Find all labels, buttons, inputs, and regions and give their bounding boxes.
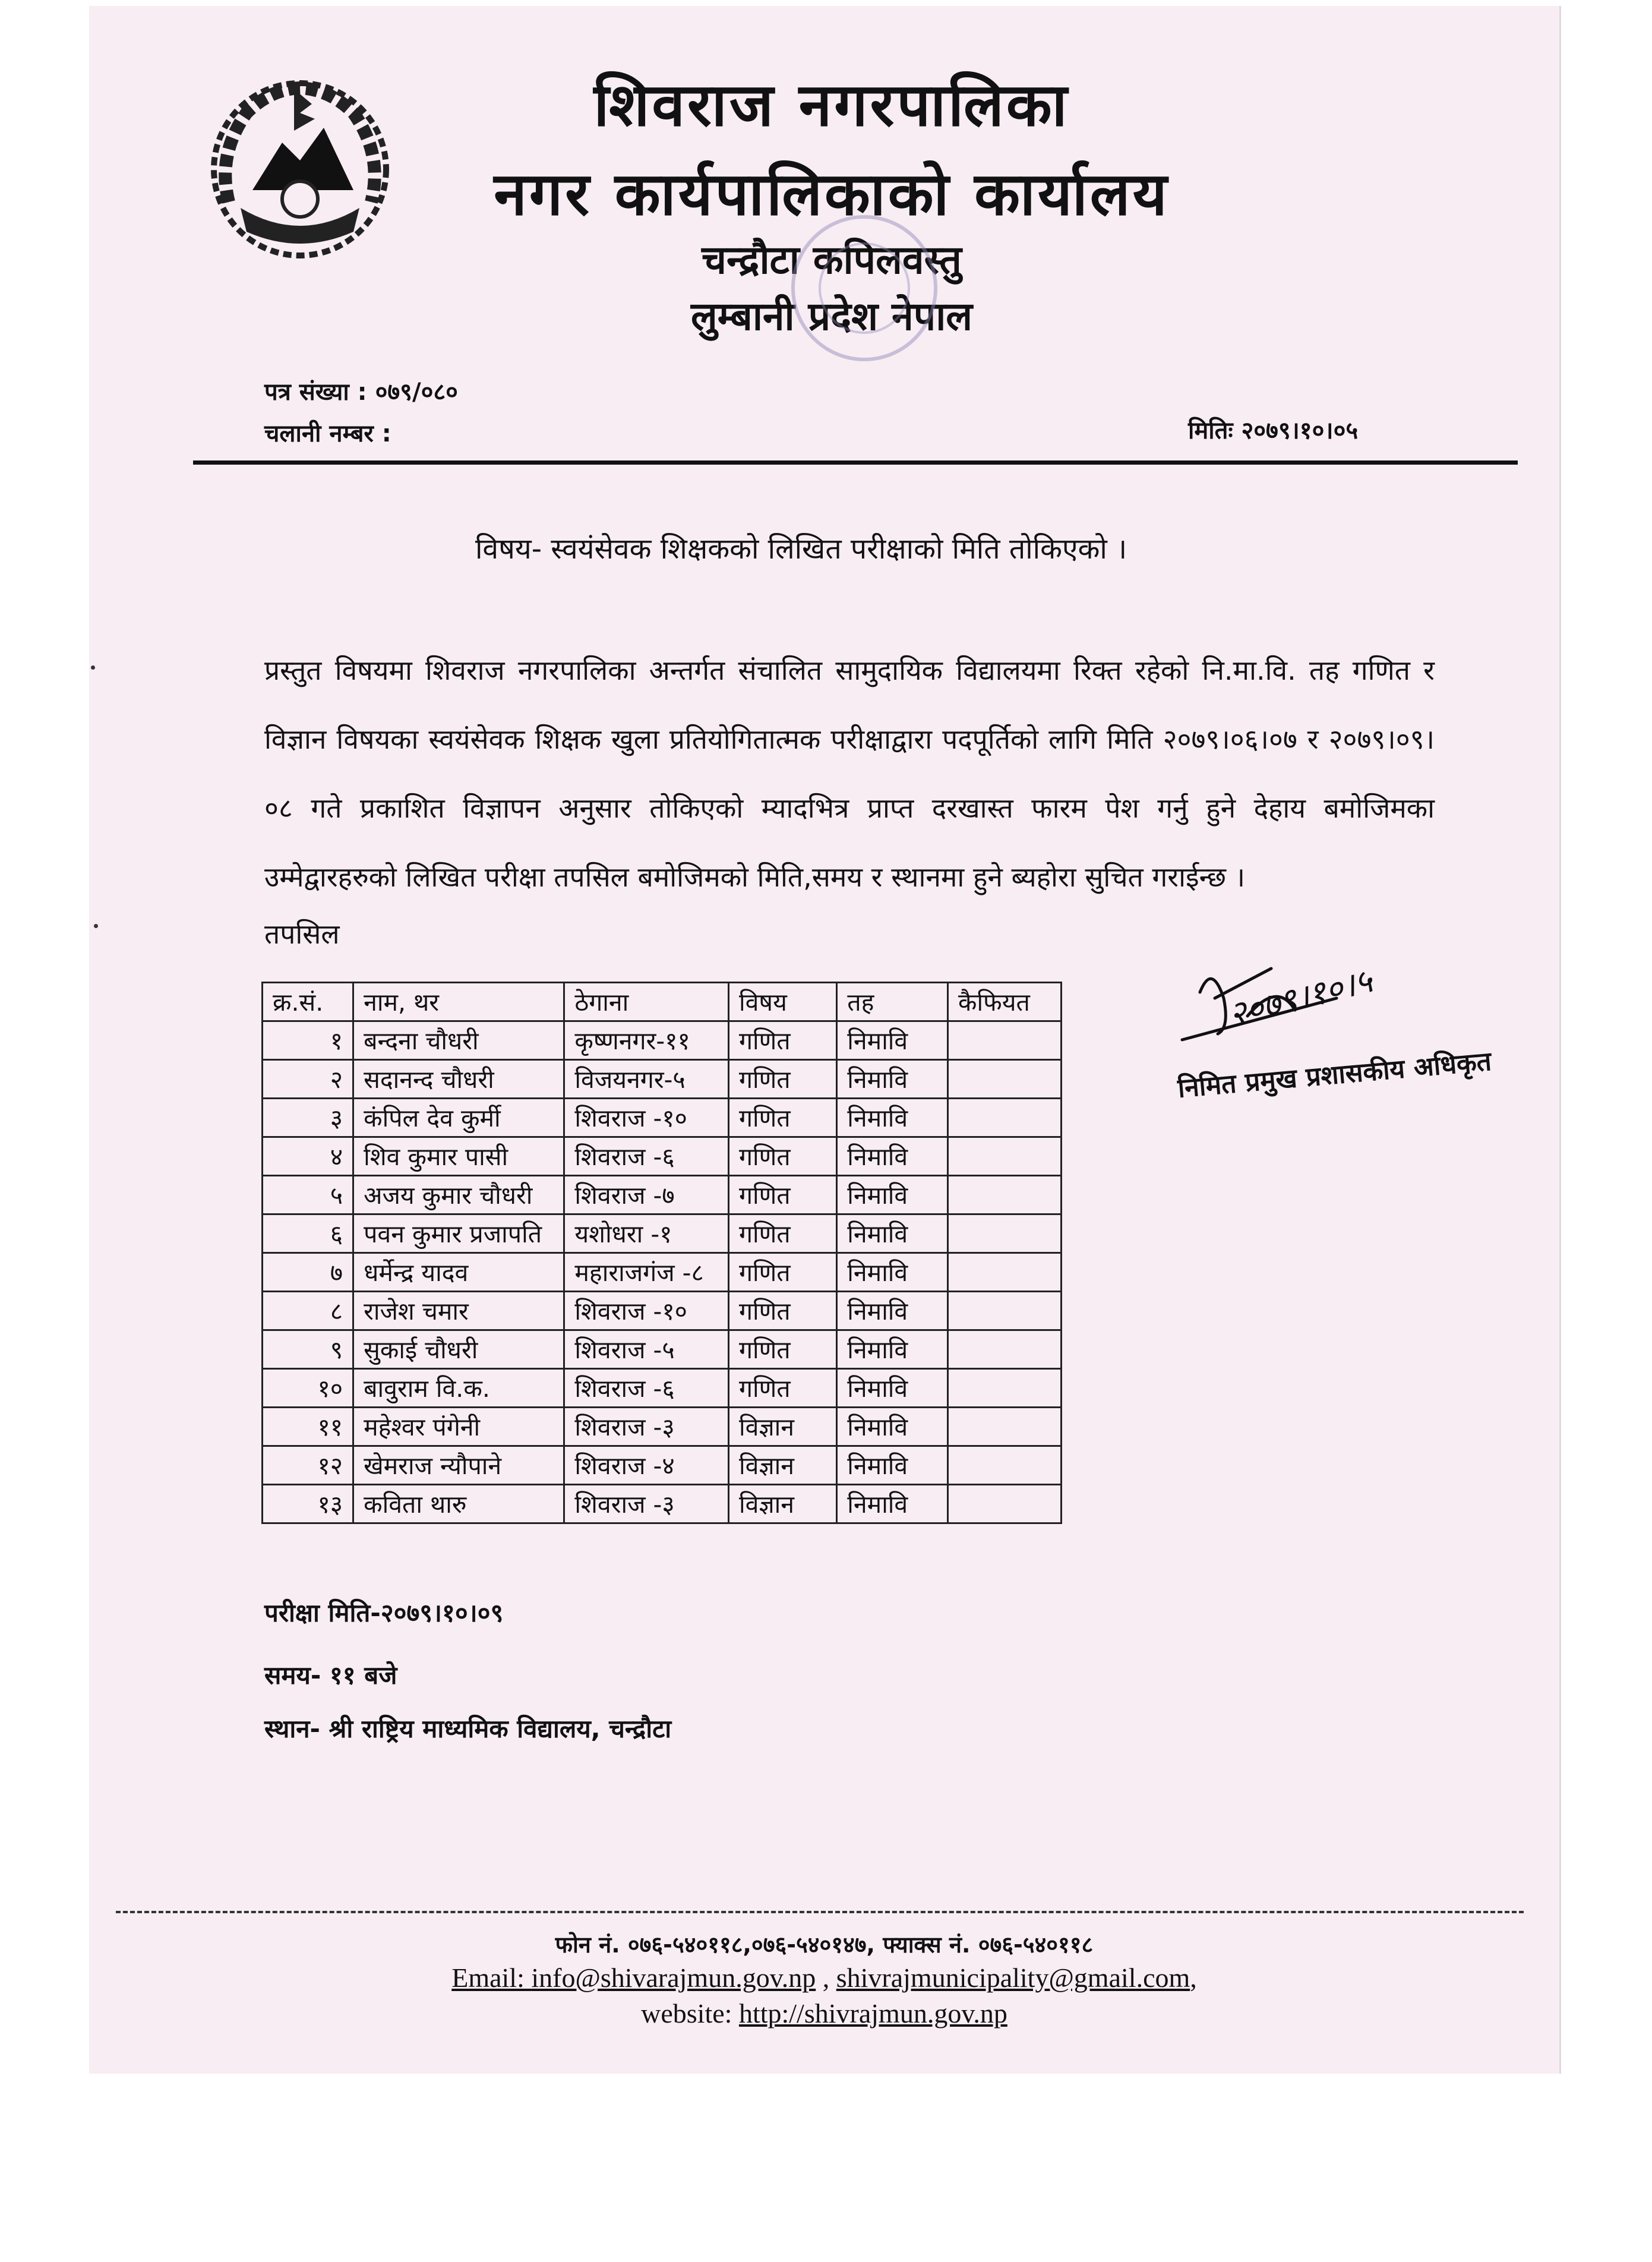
table-row xyxy=(263,1060,1062,1099)
header-name: नाम, थर xyxy=(353,983,564,1021)
footer-email-line xyxy=(89,1962,1559,1993)
cell-name: सदानन्द चौधरी xyxy=(353,1060,564,1099)
header-subject: विषय xyxy=(728,983,836,1021)
footer-website-line xyxy=(89,1998,1559,2029)
schedule-label: तपसिल xyxy=(264,918,340,950)
cell-remarks xyxy=(948,1137,1062,1176)
cell-remarks xyxy=(948,1021,1062,1060)
table-row xyxy=(263,1253,1062,1292)
cell-serial: १ xyxy=(263,1021,353,1060)
table-row xyxy=(263,1369,1062,1408)
cell-remarks xyxy=(948,1253,1062,1292)
email-link-gmail[interactable]: shivrajmunicipality@gmail.com xyxy=(836,1963,1190,1993)
cell-address: शिवराज -६ xyxy=(564,1369,729,1408)
reference-number: पत्र संख्या : ०७९/०८० xyxy=(264,378,458,406)
cell-remarks xyxy=(948,1446,1062,1485)
exam-date: परीक्षा मिति-२०७९।१०।०९ xyxy=(264,1598,504,1627)
cell-subject: गणित xyxy=(728,1021,836,1060)
cell-name: राजेश चमार xyxy=(353,1292,564,1330)
cell-remarks xyxy=(948,1330,1062,1369)
cell-address: शिवराज -६ xyxy=(564,1137,729,1176)
cell-name: धर्मेन्द्र यादव xyxy=(353,1253,564,1292)
cell-level: निमावि xyxy=(837,1408,948,1446)
cell-serial: १० xyxy=(263,1369,353,1408)
cell-remarks xyxy=(948,1292,1062,1330)
cell-level: निमावि xyxy=(837,1292,948,1330)
header-level: तह xyxy=(837,983,948,1021)
email-link-info[interactable]: info@shivarajmun.gov.np xyxy=(531,1963,816,1993)
cell-serial: ६ xyxy=(263,1214,353,1253)
cell-address: शिवराज -३ xyxy=(564,1485,729,1523)
header-address: ठेगाना xyxy=(564,983,729,1021)
cell-name: पवन कुमार प्रजापति xyxy=(353,1214,564,1253)
cell-address: शिवराज -५ xyxy=(564,1330,729,1369)
cell-name: महेश्वर पंगेनी xyxy=(353,1408,564,1446)
table-row xyxy=(263,1446,1062,1485)
email-separator: , xyxy=(816,1963,836,1993)
table-row xyxy=(263,1485,1062,1523)
cell-address: यशोधरा -१ xyxy=(564,1214,729,1253)
cell-subject: विज्ञान xyxy=(728,1408,836,1446)
office-stamp-icon xyxy=(766,202,962,374)
cell-subject: गणित xyxy=(728,1330,836,1369)
table-row xyxy=(263,1021,1062,1060)
cell-remarks xyxy=(948,1176,1062,1214)
office-province: लुम्बानी प्रदेश नेपाल xyxy=(690,294,973,339)
office-name: नगर कार्यपालिकाको कार्यालय xyxy=(494,159,1170,229)
cell-address: शिवराज -३ xyxy=(564,1408,729,1446)
cell-level: निमावि xyxy=(837,1137,948,1176)
cell-level: निमावि xyxy=(837,1253,948,1292)
header-divider xyxy=(193,460,1518,465)
subject-line: विषय- स्वयंसेवक शिक्षकको लिखित परीक्षाको मिति तोकिएको । xyxy=(475,532,1127,566)
cell-serial: ४ xyxy=(263,1137,353,1176)
website-label: website: xyxy=(641,1998,739,2028)
office-location: चन्द्रौटा कपिलवस्तु xyxy=(702,237,962,283)
cell-serial: ३ xyxy=(263,1099,353,1137)
table-row xyxy=(263,1137,1062,1176)
table-row xyxy=(263,1292,1062,1330)
cell-address: कृष्णनगर-११ xyxy=(564,1021,729,1060)
cell-level: निमावि xyxy=(837,1060,948,1099)
cell-serial: ५ xyxy=(263,1176,353,1214)
cell-subject: गणित xyxy=(728,1369,836,1408)
cell-address: शिवराज -१० xyxy=(564,1099,729,1137)
cell-name: बन्दना चौधरी xyxy=(353,1021,564,1060)
cell-name: शिव कुमार पासी xyxy=(353,1137,564,1176)
footer-divider xyxy=(116,1911,1524,1913)
signature-date: २०७९।१०।५ xyxy=(1224,961,1376,1034)
cell-level: निमावि xyxy=(837,1330,948,1369)
cell-serial: ११ xyxy=(263,1408,353,1446)
cell-serial: ९ xyxy=(263,1330,353,1369)
letter-date: मितिः २०७९।१०।०५ xyxy=(1188,417,1359,444)
cell-remarks xyxy=(948,1060,1062,1099)
cell-name: कंपिल देव कुर्मी xyxy=(353,1099,564,1137)
cell-level: निमावि xyxy=(837,1369,948,1408)
footer-phone: फोन नं. ०७६-५४०११८,०७६-५४०१४७, फ्याक्स नं. ०७६-५४०११८ xyxy=(555,1932,1094,1958)
table-row xyxy=(263,1330,1062,1369)
body-paragraph: प्रस्तुत विषयमा शिवराज नगरपालिका अन्तर्गत संचालित सामुदायिक विद्यालयमा रिक्त रहेको नि.मा.वि. तह गणित र विज्ञान विषयका स्वयंसेवक शिक्षक खुला प्रतियोगितात्मक परीक्षाद्वारा पदपूर्तिको लागि मिति २०७९।०६।०७ र २०७९।०९।०८ गते प्रकाशित विज्ञापन अनुसार तोकिएको म्यादभित्र प्राप्त दरखास्त फारम पेश गर्नु हुने देहाय बमोजिमका उम्मेद्वारहरुको लिखित परीक्षा तपसिल बमोजिमको मिति,समय र स्थानमा हुने ब्यहोरा सुचित गराईन्छ । xyxy=(264,654,1435,893)
table-row xyxy=(263,1214,1062,1253)
cell-serial: १२ xyxy=(263,1446,353,1485)
cell-serial: २ xyxy=(263,1060,353,1099)
cell-subject: गणित xyxy=(728,1176,836,1214)
cell-name: बावुराम वि.क. xyxy=(353,1369,564,1408)
cell-serial: १३ xyxy=(263,1485,353,1523)
scan-speck xyxy=(91,665,95,670)
table-row xyxy=(263,1176,1062,1214)
cell-name: सुकाई चौधरी xyxy=(353,1330,564,1369)
cell-remarks xyxy=(948,1214,1062,1253)
table-row xyxy=(263,1408,1062,1446)
cell-subject: गणित xyxy=(728,1253,836,1292)
nepal-emblem-icon xyxy=(205,71,395,261)
header-serial: क्र.सं. xyxy=(263,983,353,1021)
cell-address: शिवराज -४ xyxy=(564,1446,729,1485)
cell-remarks xyxy=(948,1485,1062,1523)
cell-level: निमावि xyxy=(837,1214,948,1253)
cell-name: खेमराज न्यौपाने xyxy=(353,1446,564,1485)
cell-name: अजय कुमार चौधरी xyxy=(353,1176,564,1214)
cell-subject: विज्ञान xyxy=(728,1446,836,1485)
cell-name: कविता थारु xyxy=(353,1485,564,1523)
cell-level: निमावि xyxy=(837,1485,948,1523)
email-suffix: , xyxy=(1190,1963,1197,1993)
cell-level: निमावि xyxy=(837,1176,948,1214)
cell-serial: ८ xyxy=(263,1292,353,1330)
cell-remarks xyxy=(948,1408,1062,1446)
cell-address: शिवराज -१० xyxy=(564,1292,729,1330)
candidates-table xyxy=(261,982,1062,1524)
cell-serial: ७ xyxy=(263,1253,353,1292)
cell-subject: गणित xyxy=(728,1060,836,1099)
table-row xyxy=(263,1099,1062,1137)
cell-address: महाराजगंज -८ xyxy=(564,1253,729,1292)
cell-address: शिवराज -७ xyxy=(564,1176,729,1214)
website-link[interactable]: http://shivrajmun.gov.np xyxy=(738,1998,1007,2028)
cell-subject: गणित xyxy=(728,1214,836,1253)
exam-time: समय- ११ बजे xyxy=(264,1661,397,1690)
cell-subject: गणित xyxy=(728,1099,836,1137)
cell-remarks xyxy=(948,1369,1062,1408)
email-label: Email: xyxy=(451,1963,532,1993)
scan-speck xyxy=(94,924,98,928)
signatory-title: निमित प्रमुख प्रशासकीय अधिकृत xyxy=(1176,1046,1493,1104)
cell-remarks xyxy=(948,1099,1062,1137)
header-remarks: कैफियत xyxy=(948,983,1062,1021)
exam-venue: स्थान- श्री राष्ट्रिय माध्यमिक विद्यालय, चन्द्रौटा xyxy=(264,1714,672,1743)
cell-subject: विज्ञान xyxy=(728,1485,836,1523)
cell-subject: गणित xyxy=(728,1137,836,1176)
cell-level: निमावि xyxy=(837,1099,948,1137)
cell-level: निमावि xyxy=(837,1446,948,1485)
municipality-name: शिवराज नगरपालिका xyxy=(593,70,1070,140)
dispatch-number: चलानी नम्बर : xyxy=(264,420,391,447)
cell-level: निमावि xyxy=(837,1021,948,1060)
cell-subject: गणित xyxy=(728,1292,836,1330)
cell-address: विजयनगर-५ xyxy=(564,1060,729,1099)
table-header-row xyxy=(263,983,1062,1021)
